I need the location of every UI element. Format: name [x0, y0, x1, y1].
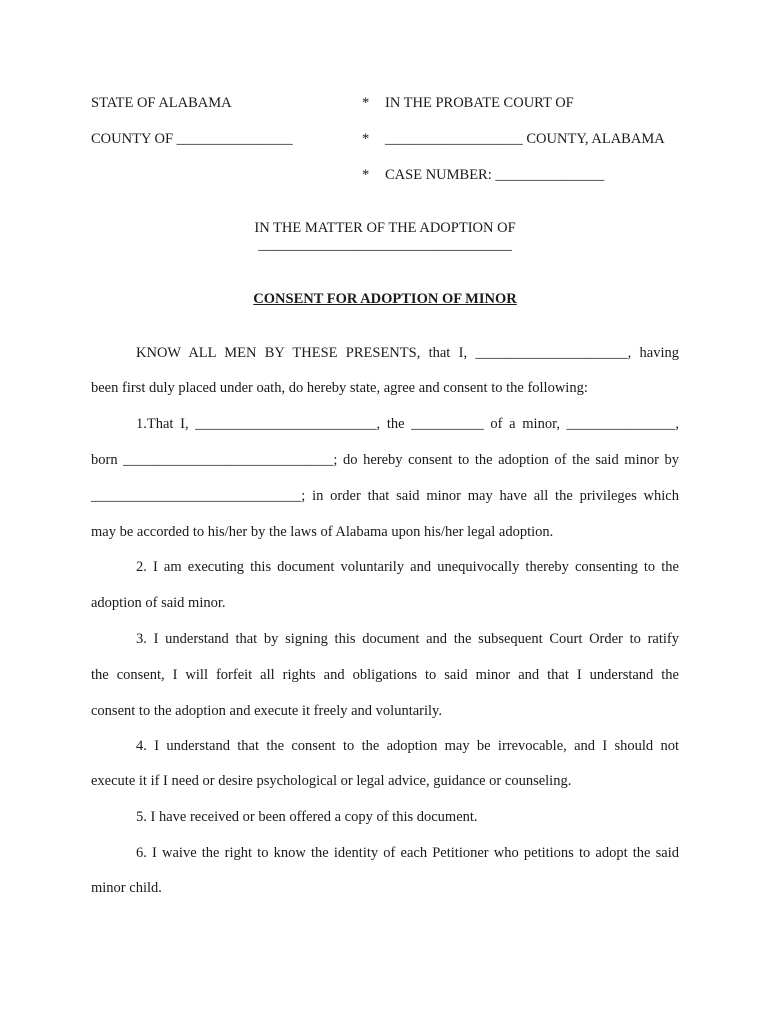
paragraph-4-line-1: 4. I understand that the consent to the adoption may be irrevocable, and I should not — [136, 738, 679, 754]
paragraph-6-line-2: minor child. — [91, 880, 162, 896]
paragraph-1-line-1: 1.That I, _________________________, the __________ of a minor, _______________, — [136, 416, 679, 432]
paragraph-1-line-2: born _____________________________; do hereby consent to the adoption of the said minor by — [91, 452, 679, 468]
paragraph-4-line-2: execute it if I need or desire psychological or legal advice, guidance or counseling. — [91, 773, 572, 789]
paragraph-5-line-1: 5. I have received or been offered a copy of this document. — [136, 809, 478, 825]
state-label: STATE OF ALABAMA — [91, 95, 232, 111]
paragraph-2-line-2: adoption of said minor. — [91, 595, 226, 611]
document-title: CONSENT FOR ADOPTION OF MINOR — [253, 291, 517, 307]
intro-line-1: KNOW ALL MEN BY THESE PRESENTS, that I, _____________________, having — [136, 345, 679, 361]
paragraph-3-line-1: 3. I understand that by signing this document and the subsequent Court Order to ratify — [136, 631, 679, 647]
caption-separator: * — [362, 131, 370, 147]
county-label: COUNTY OF ________________ — [91, 131, 293, 147]
matter-name-blank: ___________________________________ — [258, 237, 512, 253]
paragraph-3-line-3: consent to the adoption and execute it freely and voluntarily. — [91, 703, 442, 719]
matter-heading: IN THE MATTER OF THE ADOPTION OF — [254, 220, 516, 236]
caption-separator: * — [362, 95, 370, 111]
court-county-label: ___________________ COUNTY, ALABAMA — [385, 131, 665, 147]
paragraph-1-line-4: may be accorded to his/her by the laws of Alabama upon his/her legal adoption. — [91, 524, 554, 540]
paragraph-6-line-1: 6. I waive the right to know the identity of each Petitioner who petitions to adopt the said — [136, 845, 679, 861]
caption-separator: * — [362, 167, 370, 183]
intro-line-2: been first duly placed under oath, do hereby state, agree and consent to the following: — [91, 380, 588, 396]
paragraph-2-line-1: 2. I am executing this document voluntarily and unequivocally thereby consenting to the — [136, 559, 679, 575]
paragraph-1-line-3: _____________________________; in order that said minor may have all the privileges which — [91, 488, 679, 504]
case-number-label: CASE NUMBER: _______________ — [385, 167, 605, 183]
court-label: IN THE PROBATE COURT OF — [385, 95, 574, 111]
paragraph-3-line-2: the consent, I will forfeit all rights and obligations to said minor and that I understand the — [91, 667, 679, 683]
